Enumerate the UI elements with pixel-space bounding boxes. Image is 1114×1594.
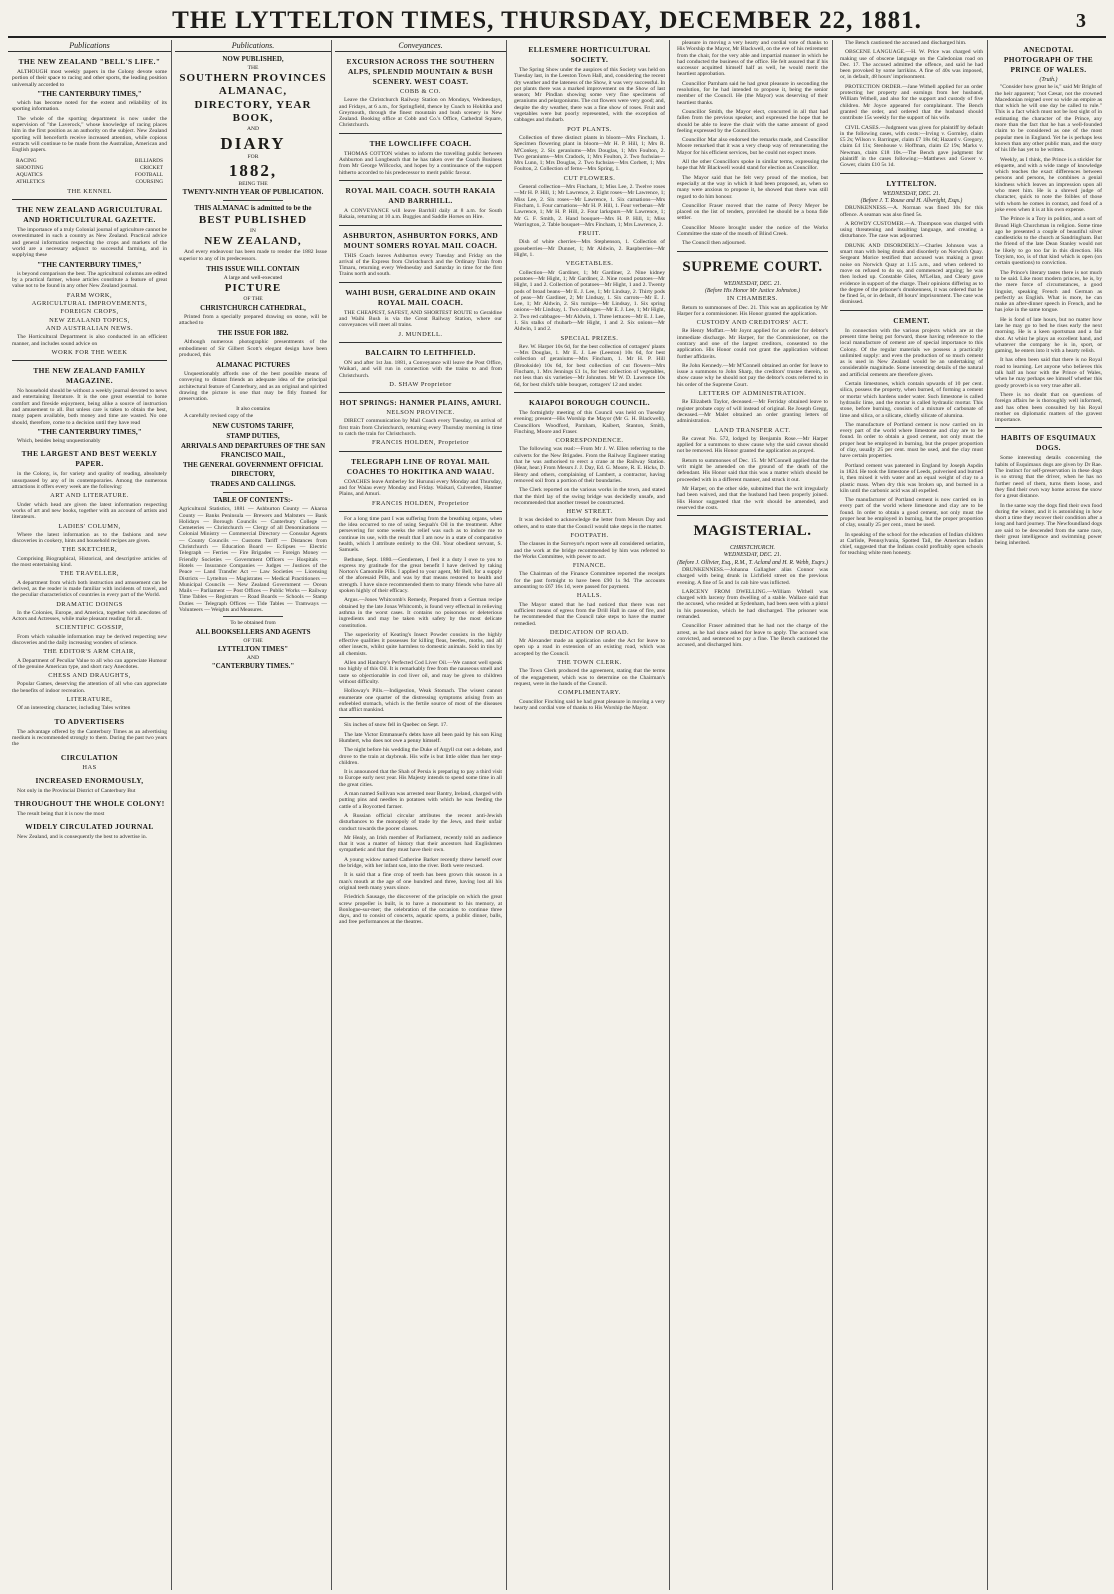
article-heading: CEMENT.	[893, 315, 930, 325]
section-heading: THE NEW ZEALAND FAMILY MAGAZINE.	[33, 366, 146, 386]
article-heading: ELLESMERE HORTICULTURAL SOCIETY.	[528, 45, 651, 64]
sports-list: RACING SHOOTING AQUATICS ATHLETICS BILLIARDS CRICKET FOOTBALL COURSING	[16, 157, 163, 186]
section-heading: THE NEW ZEALAND "BELL'S LIFE."	[18, 57, 161, 66]
column-header: Publications	[8, 40, 171, 52]
column-header: Publications.	[175, 40, 331, 52]
kennel-heading: THE KENNEL	[67, 187, 112, 195]
paragraph: ALTHOUGH most weekly papers in the Colony devote some portion of their space to racing and other sports, the leading position universally accorded to	[12, 69, 167, 88]
column-3: Conveyances. EXCURSION ACROSS THE SOUTHERN ALPS, SPLENDID MOUNTAIN & BUSH SCENERY. WEST COAST. COBB & CO. Leave the Christchurch Railway Station on Mondays, Wednesdays, and Fridays, at 6 a.m., for Springfield, thence by Coach to Hokitika and Greymouth, through the finest mountain and bush scenery in New Zealand. Booking office at Cobb and Co.'s Office, Cathedral Square, Christchurch. THE LOWCLIFFE COACH. THOMAS COTTON wishes to inform the travelling public between Ashburton and Longbeach that he has taken over the Coach Business from Mr George Willcocks, and hopes by a continuance of the support hitherto accorded to his predecessor to merit public favour. ROYAL MAIL COACH. SOUTH RAKAIA AND BARRHILL. A CONVEYANCE will leave Barrhill daily at 8 a.m. for South Rakaia, returning at 10 a.m. Buggies and Saddle Horses on Hire. ASHBURTON, ASHBURTON FORKS, AND MOUNT SOMERS ROYAL MAIL COACH. THIS Coach leaves Ashburton every Tuesday and Friday on the arrival of the Express from Christchurch and the Ordinary Train from Timaru, returning every Wednesday and Saturday in time for the first Trains north and south. WAIHI BUSH, GERALDINE AND OKAIN ROYAL MAIL COACH. THE CHEAPEST, SAFEST, AND SHORTEST ROUTE to Geraldine and Waihi Bush is via the Great Railway Station, where our conveyances will meet all trains. J. MUNDELL. BALCAIRN TO LEITHFIELD. ON and after 1st Jan. 1881, a Conveyance will leave the Post Office, Waikari, and will run in connection with the trains to and from Christchurch. D. SHAW Proprietor HOT SPRINGS: HANMER PLAINS, AMURI. NELSON PROVINCE. DIRECT communication by Mail Coach every Tuesday, on arrival of first train from Christchurch, returning every Thursday morning in time to catch the train for Christchurch. FRANCIS HOLDEN, Proprietor TELEGRAPH LINE OF ROYAL MAIL COACHES TO HOKITIKA AND WAIAU. COACHES leave Amberley for Hurunui every Monday and Thursday, and for Waiau every Monday and Friday. Waikari, Culverden, Hanmer Plains, and Amuri. FRANCIS HOLDEN, Proprietor For a long time past I was suffering from the breathing organs, when the idea occurred to me of using Sequah's Oil in the treatment. After persevering for some weeks the relief was such as to induce me to continue its use, with the result that I am now in a state of comparative health, which I attribute entirely to the Oil. Your obedient servant, S. Samuels. Bethune, Sept. 1880.—Gentlemen, I feel it a duty I owe to you to express my gratitude for the great benefit I have derived by taking Norton's Camomile Pills. I applied to your agent, Mr Bell, for a supply of the aforesaid Pills, and was by that means restored to health and strength. I have since recommended them to many friends who have all spoken highly of their efficacy. Argus.—Jones Whitcomb's Remedy, Prepared from a German recipe obtained by the late Jonas Whitcomb, is found very effectual in relieving asthma in the worst cases. It contains no poisonous or deleterious ingredients and may be taken with safety by the most delicate constitution. The superiority of Keating's Insect Powder consists in the highly effective qualities it possesses for killing fleas, beetles, moths, and all other insects, whilst quite harmless to domestic animals. Sold in tins by all chemists. Allen and Hanbury's Perfected Cod Liver Oil.—We cannot well speak too highly of this Oil. It is remarkably free from the nauseous smell and taste so objectionable in cod liver oil, and may be given to children without difficulty. Holloway's Pills.—Indigestion, Weak Stomach. The wisest cannot enumerate one quarter of the distressing symptoms arising from an enfeebled stomach, which is the fertile source of most of the diseases that afflict mankind. Six inches of snow fell in Quebec on Sept. 17. The late Victor Emmanuel's debts have all been paid by his son King Humbert, who does not owe a penny himself. The night before his wedding the Duke of Argyll cut out a debate, and drove to the train at daybreak. His wife is but little older than her step-children. It is announced that the Shah of Persia is preparing to pay a third visit to Europe early next year. His Majesty intends to spend some time in all the great cities. A man named Sullivan was arrested near Bantry, Ireland, charged with putting pins and needles in potatoes with which he was feeding the cattle of a Boycotted farmer. A Russian official circular attributes the recent anti-Jewish disturbances to the monopoly of trade by the Jews, and their unfair conduct towards the poorer classes. Mr Healy, an Irish member of Parliament, recently told an audience that it was a matter of history that their ancestors had Englishmen sympathetic and that they must have their own. A young widow named Catherine Barker recently threw herself over the bridge, with her infant son, into the river. Both were rescued. It is said that a fine crop of teeth has been grown this season in a man's mouth at the age of one hundred and three, having lost all his original teeth many years since. Friedrich Sausage, the discoverer of the principle on which the great screw propeller is built, is to have a monument to his memory, at Bonlogne-sur-mer; the celebration of the occasion to continue three days, and to consist of concerts, aquatic sports, a public dinner, balls, and free performances at the theatres.	[335, 40, 507, 1590]
column-2: Publications. NOW PUBLISHED, THE SOUTHERN PROVINCES ALMANAC, DIRECTORY, YEAR BOOK, AND DIARY FOR 1882, BEING THE TWENTY-NINTH YEAR OF PUBLICATION. THIS ALMANAC is admitted to be the BEST PUBLISHED IN NEW ZEALAND, And every endeavour has been made to render the 1882 Issue superior to any of its predecessors. THIS ISSUE WILL CONTAIN A large and well-executed PICTURE OF THE CHRISTCHURCH CATHEDRAL, Printed from a specially prepared drawing on stone, will be attached to THE ISSUE FOR 1882. Although numerous photographic presentments of the embodiment of Sir Gilbert Scott's elegant design have been produced, this ALMANAC PICTURES Unquestionably affords one of the best possible means of conveying to distant friends an adequate idea of the principal architectural feature of Canterbury, and as an original and spirited drawing the picture is one that may be fitly framed for preservation. It also contains A carefully revised copy of the NEW CUSTOMS TARIFF, STAMP DUTIES, ARRIVALS AND DEPARTURES OF THE SAN FRANCISCO MAIL, THE GENERAL GOVERNMENT OFFICIAL DIRECTORY, TRADES AND CALLINGS. TABLE OF CONTENTS:- Agricultural Statistics, 1881 — Ashburton County — Akaroa County — Banks Peninsula — Brewers and Maltsters — Bank Holidays — Borough Councils — Canterbury College — Cemeteries — Christchurch — Clergy of all Denominations — Colonial Ministry — Commercial Directory — Consular Agents — County Councils — Customs Tariff — Distances from Christchurch — Education Board — Eclipses — Electric Telegraph — Ferries — Fire Brigades — Foreign Money — Friendly Societies — Government Officers — Hospitals — Hotels — Insurance Companies — Judges — Justices of the Peace — Land Transfer Act — Law Societies — Licensing Districts — Lyttelton — Magistrates — Medical Practitioners — Municipal Councils — New Zealand Government — Ocean Mails — Parliament — Post Offices — Public Works — Railway Time Tables — Registrars — Road Boards — Schools — Stamp Duties — Telegraph Offices — Tide Tables — Tramways — Volunteers — Weights and Measures. To be obtained from ALL BOOKSELLERS AND AGENTS OF THE LYTTELTON TIMES" AND "CANTERBURY TIMES."	[175, 40, 332, 1590]
almanac-year: 1882,	[228, 160, 278, 180]
article-heading: HABITS OF ESQUIMAUX DOGS.	[1000, 433, 1097, 453]
almanac-title: SOUTHERN PROVINCES ALMANAC,	[179, 72, 327, 98]
paragraph: which has become noted for the extent and reliability of its sporting information.	[12, 100, 167, 113]
article-heading: MAGISTERIAL.	[693, 523, 812, 540]
article-heading: KAIAPOI BOROUGH COUNCIL.	[528, 397, 651, 407]
column-7: ANECDOTAL PHOTOGRAPH OF THE PRINCE OF WALES. (Truth.) "Consider how great he is," said Mr Bright of the heir apparent; "not Cæsar, not the crowned Macedonian reigned over so wide an empire as that which he will one day be called to rule." This is a fact which must not be lost sight of in estimating the character of the Prince, any more than the fact that he has a well-founded claim to be considered as one of the most popular men in England. Yet he is perhaps less known than any other public man, and the story of his life has yet to be written. Weekly, as I think, the Prince is a stickler for etiquette, and with a wide range of knowledge which teaches the exact differences between persons and persons, he combines a genial kindness which leaves an impression upon all who meet him. He is a shrewd judge of character, quick to note the foibles of those with whom he comes in contact, and fond of a joke even when it is at his own expense. The Prince is a Tory in politics, and a sort of Broad High Churchman in religion. Some time ago he presented a couple of beautiful silver candlesticks to the church at Sandringham. But the friend of the late Dean Stanley would not be likely to go too far in this direction. His Toryism, too, is of that kind which is open (on certain questions) to conviction. The Prince's literary tastes there is not much to be said. Like most modern princes, he is, by the mere force of circumstances, a good linguist, speaking French and German as perfectly as English. What is more, he can make an after-dinner speech in French, and he has joke in the same tongue. He is fond of late hours, but no matter how late he may go to bed he rises early the next morning. He is a keen sportsman and a fair shot. At whist he plays an excellent hand, and whatever the company he is in, sport, or gaming, he enters into it with a hearty relish. It has often been said that there is no Royal road to learning. Let anyone who believes this talk half an hour with the Prince of Wales, when he may perhaps see himself whether this goody proverb is so very true after all. There is no doubt that on questions of foreign affairs he is thoroughly well informed, and has often been consulted by his Royal mother on diplomatic matters of the gravest importance. HABITS OF ESQUIMAUX DOGS. Some interesting details concerning the habits of Esquimaux dogs are given by Dr Rae. The instinct for self-preservation in these dogs is so strong that the driver, when he has no further need of them, turns them loose, and they find their own way home across the snow for a great distance. In the same way the dogs find their own food during the winter, and it is astonishing in how short a time they recover their condition after a long and hard journey. The Newfoundland dogs are said to be descended from the same race, their great intelligence and swimming power being inherited.	[995, 45, 1102, 547]
column-6: The Bench cautioned the accused and discharged him. OBSCENE LANGUAGE.—H. W. Price was charged with making use of obscene language on the Caledonian road on Dec. 17. The accused admitted the offence, and said he had been provoked by some larrikins. A fine of 40s was imposed, or, in default, 48 hours' imprisonment. PROTECTION ORDER.—Jane Withell applied for an order protecting her property and earnings from her husband, William Withell, and also for the support and custody of five children. Mr Joyce appeared for complainant. The Bench granted the order, and ordered that the husband should contribute 15s weekly for the support of his wife. CIVIL CASES.—Judgment was given for plaintiff by default in the following cases, with costs:—Irving v. Gormley, claim £5 2s; Wilson v. Barringer, claim £7 18s 6d; Hazard v. Gregory, claim £4 11s; Stenhouse v. Hoffman, claim £2 19s; Marks v. Newman, claim £18 10s.—The Bench gave judgment for plaintiff in the cases following:—Matthews and Gower v. Gower, claim £10 5s 1d. LYTTELTON. WEDNESDAY, DEC. 21. (Before J. T. Rouse and H. Allwright, Esqs.) DRUNKENNESS.—A. Norman was fined 10s for this offence. A seaman was also fined 5s. A ROWDY CUSTOMER.—A. Thompson was charged with using threatening and insulting language, and creating a disturbance. The case was adjourned. DRUNK AND DISORDERLY.—Charles Johnson was a smart man with being drunk and disorderly on Norwich Quay. Sergeant Morice testified that accused was making a great noise on Norwich Quay at 1.15 a.m., and when ordered to move on refused to do so, and commenced arguing; he was then locked up. Constable Giles, M'Lellan, and Cleary gave evidence in support of the charge. Their opinions differing as to the degree of the prisoner's drunkenness, it was ordered that he be fined 5s, or in default, 48 hours' imprisonment. The case was dismissed. CEMENT. In connection with the various projects which are at the present time being put forward, those having reference to the local manufacture of cement are of special importance to this Colony. Of the regular materials we possess a practically unlimited supply: and even the production of so much cement as is used in New Zealand would be an undertaking of considerable magnitude. Some interesting details of the natural and artificial cements are therefore given. Certain limestones, which contain upwards of 10 per cent. silica, possess the property, when burned, of forming a cement or mortar which hardens under water. Such limestone is called hydraulic lime, and the mortar is called hydraulic mortar. This stone, before burning, consists of a mixture of carbonate of lime and silica, or a silicate, chiefly silicate of alumina. The manufacture of Portland cement is now carried on in every part of the world where limestone and clay are to be found. In order to obtain a good cement, not only must the proper heat be employed in burning, but the proper proportion of clay, usually 25 per cent. must be used, and the clay must have certain properties. Portland cement was patented in England by Joseph Aspdin in 1824. He took the limestone of Leeds, pulverised and burned it, then mixed it with water and an equal weight of clay to a plastic mass. When dry this was broken up, and burned in a kiln until the carbonic acid was all expelled. The manufacturer of Portland cement is now carried on in every part of the world where limestone and clay are to be found. In order to obtain a good cement, not only must the proper heat be employed in burning, but the proper proportion of clay, usually 25 per cent., must be used. In speaking of the school for the education of Indian children at Carlisle, Pennsylvania, Spotted Tail, the American Indian chief, suggested that the Indians could profitably open schools for teaching white men honesty.	[836, 40, 988, 1590]
article-heading: ANECDOTAL PHOTOGRAPH OF THE PRINCE OF WALES.	[1003, 45, 1094, 74]
article-heading: SUPREME COURT.	[682, 258, 823, 275]
quote-heading: "THE CANTERBURY TIMES,"	[37, 88, 142, 98]
page-number: 3	[1075, 9, 1086, 32]
column-header: Conveyances.	[335, 40, 506, 52]
newspaper-title: THE LYTTELTON TIMES, THURSDAY, DECEMBER 22, 1881.	[172, 7, 922, 34]
article-heading: LYTTELTON.	[886, 178, 937, 188]
column-4: ELLESMERE HORTICULTURAL SOCIETY. The Spring Show under the auspices of this Society was held on Tuesday last, in the Leeston Town Hall, and, considering the recent dry weather and the lateness of the Show, it was very successful. In pot plants there was a marked improvement on the Show of last season; Mr Pindlan showing some very fine specimens of geraniums and pelargoniums. The cut flowers were very good; and, despite the dry weather, there was a fine show of roses. Fruit and vegetables were but poorly represented, with the exception of cabbages and rhubarb. POT PLANTS. Collection of three distinct plants in bloom—Mrs Fincham, 1. Specimen flowering plant in bloom—Mr H. P. Hill, 1; Mrs R. M'Conkey, 2. Six geraniums—Mrs Douglas, 1; Mrs Foulton, 2. Two geraniums—Mrs Cradock, 1; Mrs Foulton, 2. Two fuchsias—Mrs Lunn, 1; Mrs Douglas, 2. Two fuchsias—Mrs Corbett, 1; Mrs Foulton, 2. Collection of ferns—Mrs Spring, 1. CUT FLOWERS. General collection—Mrs Fincham, 1; Miss Lee, 2. Twelve roses—Mr H. P. Hill, 1; Mr Lawrence, 2. Eight roses—Mr Lawrence, 1; Miss Lee, 2. Six roses—Mr Lawrence, 1. Six carnations—Mrs Fincham, 1. Four carnations—Mr H. P. Hill, 1. Four verbenas—Mr Lawrence, 1; Mr H. P. Hill, 2. Four larkspurs—Mr Lawrence, 1; Mr G. F. Smith, 2. Hand bouquet—Mrs H. P. Hill, 1; Miss Warrington, 2. Table bouquet—Mrs Fincham, 1; Mrs Lawrence, 2. FRUIT. Dish of white cherries—Mrs Stephenson, 1. Collection of gooseberries—Mr Dunnet, 1; Mr Aldwin, 2. Raspberries—Mr Hight, 1. VEGETABLES. Collection—Mr Gardiner, 1; Mr Gardiner, 2. Nine kidney potatoes—Mr Hight, 1; Mr Gardiner, 2. Nine round potatoes—Mr Hight, 1 and 2. Collection of potatoes—Mr Hight, 1 and 2. Twenty pods of broad beans—Mr E. J. Lee, 1; Mr Lindsay, 2. Thirty pods of peas—Mr Gardiner, 2; Mr Lindsay, 1. Six carrots—Mr E. J. Lee, 1; Mr Aldwin, 2. Six turnips—Mr Lindsay, 1. Six spring onions—Mr Lindsay, 1. Two cabbages—Mr E. J. Lee, 1; Mr Hight, 2. Two red cabbages—Mr Aldwin, 1. Three lettuces—Mr E. J. Lee, 1. Six stalks of rhubarb—Mr Hight, 1 and 2. Six onions—Mr Aldwin, 1 and 2. SPECIAL PRIZES. Rev. W. Harper 10s 6d, for the best collection of cottagers' plants—Mrs Douglas, 1. Mr E. J. Lee (Leeston) 10s 6d, for best collection of geraniums—Mrs Fincham, 1. Mr H. P. Hill (Brookside) 10s 6d, for best collection of cut flowers—Mrs Fincham, 1. Mrs Jennings £1 1s, for best collection of vegetables, not less than six varieties—Mr Johnston. Mr W. D. Lawrence 10s 6d, for best child's table bouquet, cottagers' 12 and under. KAIAPOI BOROUGH COUNCIL. The fortnightly meeting of this Council was held on Tuesday evening; present—His Worship the Mayor (Mr G. H. Blackwell), Councillors Woodford, Parnham, Kaibert, Stanton, Smith, Finching, Moore and Fraser. CORRESPONDENCE. The following was read:—From Mr J. W. Ellen referring to the culverts for the New Brigades. From the Railway Engineer stating that he was authorised to erect a crane at the Railway Station. (Hear, hear.) From Messrs J. J. Day, Ed. G. Moore, R. E. Hicks, D. Henry and others, complaining of Lambert, a contractor, having removed soil from a portion of their boundaries. The Clerk reported on the various works in the town, and stated that the third lay of the swing bridge was decidedly unsafe, and recommended that another tressel be constructed. HEW STREET. It was decided to acknowledge the letter from Messrs Day and others, and to state that the Council would take steps in the matter. FOOTPATH. The clauses in the Surveyor's report were all considered seriatim, and the work at the bridge recommended by him was referred to the Works Committee, with power to act. FINANCE. The Chairman of the Finance Committee reported the receipts for the past fortnight to have been £90 1s 9d. The accounts amounting to £67 16s 1d, were passed for payment. HALLS. The Mayor stated that he had noticed that there was not sufficient means of egress from the Drill Hall in case of fire, and he recommended that the Council take steps to have the matter remedied. DEDICATION OF ROAD. Mr Alexander made an application under the Act for leave to open up a road in extension of an existing road, which was accepted by the Council. THE TOWN CLERK. The Town Clerk produced the agreement, stating that the terms of the engagement, which was to determine on the Chairman's request, were in the hands of the Council. COMPLIMENTARY. Councillor Finching said he had great pleasure in moving a very hearty and cordial vote of thanks to His Worship the Mayor.	[510, 40, 670, 1590]
column-5: pleasure in moving a very hearty and cordial vote of thanks to His Worship the Mayor, Mr Blackwell, on the eve of his retirement from the chair, for the very able and impartial manner in which he had conducted the business of the office. He felt assured that if his successor acquitted himself half as well, he would merit the heartiest approbation. Councillor Parnham said he had great pleasure in seconding the resolution, for he had intended to propose it, being the senior member of the Council. He (the Mayor) was deserving of their heartiest thanks. Councillor Smith, the Mayor elect, concurred in all that had fallen from the previous speaker, and expressed the hope that he should be able to leave the chair with the same amount of good feeling expressed by the Councillors. Councillor Mar also endorsed the remarks made, and Councillor Moore remarked that it was a very cheap way of remunerating the Mayor for his efficient services, but he could not expect more. All the other Councillors spoke in similar terms, expressing the hope that Mr Blackwell would stand for election as Councillor. The Mayor said that he felt very proud of the motion, but especially at the way in which it had been proposed, as, when so many were anxious to propose it, he showed that there was still regard to do him honour. Councillor Fraser moved that the name of Percy Meyer be placed on the list of tenders, provided he should be a bona fide settler. Councillor Moore brought under the notice of the Works Committee the state of the mouth of Blind Creek. The Council then adjourned. SUPREME COURT. WEDNESDAY, DEC. 21. (Before His Honor Mr Justice Johnston.) IN CHAMBERS. Return to summonses of Dec. 21. This was an application by Mr Harper for a commissioner. His Honor granted the application. CUSTODY AND CREDITORS' ACT. Re Henry Moffatt.—Mr Joynt applied for an order for debtor's immediate discharge. Mr Harper, for the Commissioner, on the contrary and one of the largest creditors, consented to the application. His Honor could not grant the application without further affidavits. Re John Kennedy.—Mr M'Connell obtained an order for leave to issue a summons to John Sharp, the creditors' trustee therein, to show cause why he should not pay the debtor's costs referred to in his order of the Supreme Court. LETTERS OF ADMINISTRATION. Re Elizabeth Taylor, deceased.—Mr Ferriday obtained leave to register probate copy of will instead of original. Re Joseph Gregg, deceased.—Mr Malet obtained an order granting letters of administration. LAND TRANSFER ACT. Re caveat No. 572, lodged by Benjamin Rose.—Mr Harper applied for a summons to show cause why the said caveat should not be removed. His Honor granted the application as prayed. Return to summonses of Dec. 15. Mr M'Connell applied that the writ might be amended on the ground of the death of the defendant. His Honor said that this was a matter which should be proceeded with in a different manner, and struck it out. Mr Harper, on the other side, submitted that the writ irregularly had been waived, and that the husband had been properly joined. His Honor suggested that the writ should be amended, and reserved the costs. MAGISTERIAL. CHRISTCHURCH. WEDNESDAY, DEC. 21. (Before J. Ollivier, Esq., R.M., T. Acland and H. R. Webb, Esqrs.) DRUNKENNESS.—Johanna Gallagher alias Connor was charged with being drunk in Lichfield street on the previous evening. A fine of 5s and 1s cab hire was inflicted. LARCENY FROM DWELLING.—William Withell was charged with larceny from dwelling of a stable. Wallace said that the accused, who resided at Sydenham, had been seen with a pistol in his possession, which he had discharged. The prisoner was remanded. Councillor Fraser admitted that he had not the charge of the arrest, as he had since asked for leave to apply. The accused was convicted, and sentenced to pay a fine. The Bench cautioned the accused, and discharged him.	[673, 40, 833, 1590]
section-heading: THE NEW ZEALAND AGRICULTURAL AND HORTICULTURAL GAZETTE.	[16, 205, 163, 225]
masthead	[8, 6, 1106, 38]
column-1: Publications THE NEW ZEALAND "BELL'S LIFE." ALTHOUGH most weekly papers in the Colony devote some portion of their space to racing and other sports, the leading position universally accorded to "THE CANTERBURY TIMES," which has become noted for the extent and reliability of its sporting information. The whole of the sporting department is now under the supervision of "the Laverock," whose knowledge of racing places him in the first position as an authority on the subject. New Zealand sporting will henceforth receive increased attention, while copious extracts will continue to be made from the Australian, American and English papers. RACING SHOOTING AQUATICS ATHLETICS BILLIARDS CRICKET FOOTBALL COURSING THE KENNEL THE NEW ZEALAND AGRICULTURAL AND HORTICULTURAL GAZETTE. The importance of a truly Colonial journal of agriculture cannot be overestimated in such a country as New Zealand. Practical advice and general information respecting the crops and markets of the world are a necessary adjunct to successful farming, and in supplying these "THE CANTERBURY TIMES," is beyond comparison the best. The agricultural columns are edited by a practical farmer, whose articles constitute a feature of great value not to be found in any other New Zealand journal. FARM WORK, AGRICULTURAL IMPROVEMENTS, FOREIGN CROPS, NEW ZEALAND TOPICS, AND AUSTRALIAN NEWS. The Horticultural Department is also conducted in an efficient manner, and includes sound advice on WORK FOR THE WEEK THE NEW ZEALAND FAMILY MAGAZINE. No household should be without a weekly journal devoted to news and entertaining literature. It is the one great essential to home comfort and fireside enjoyment, being alike a source of instruction and amusement to all. But unless care is taken to obtain the best, many papers available, both money and time are wasted. No one should, therefore, come to a decision until they have read "THE CANTERBURY TIMES," Which, besides being unquestionably THE LARGEST AND BEST WEEKLY PAPER. in the Colony, is, for variety and quality of reading, absolutely unsurpassed by any of its contemporaries. Among the numerous attractions it offers every week are the following: ART AND LITERATURE. Under which head are given the latest information respecting works of art and new books, together with an account of artists and literateurs. LADIES' COLUMN, Where the latest information as to the fashions and new discoveries in cookery, hints and household recipes are given. THE SKETCHER, Comprising Biographical, Historical, and descriptive articles of the most entertaining kind. THE TRAVELLER, A department from which both instruction and amusement can be derived, as the reader is made familiar with incidents of travel, and the peculiar characteristics of countries in every part of the World. DRAMATIC DOINGS In the Colonies, Europe, and America, together with anecdotes of Actors and Actresses, while make pleasant reading for all. SCIENTIFIC GOSSIP, From which valuable information may be derived respecting new discoveries and the daily increasing wonders of science. THE EDITOR'S ARM CHAIR, A Department of Peculiar Value to all who can appreciate Humour of the genuine American type, and short racy Anecdotes. CHESS AND DRAUGHTS, Popular Games, deserving the attention of all who can appreciate the benefits of indoor recreation. LITERATURE, Of an interesting character, including Tales written TO ADVERTISERS The advantage offered by the Canterbury Times as an advertising medium is recommended strongly to them. During the past two years the CIRCULATION HAS INCREASED ENORMOUSLY, Not only in the Provincial District of Canterbury But THROUGHOUT THE WHOLE COLONY! The result being that it is now the most WIDELY CIRCULATED JOURNAL New Zealand, and is consequently the best to advertise in.	[8, 40, 172, 1590]
columns	[8, 40, 1106, 1590]
